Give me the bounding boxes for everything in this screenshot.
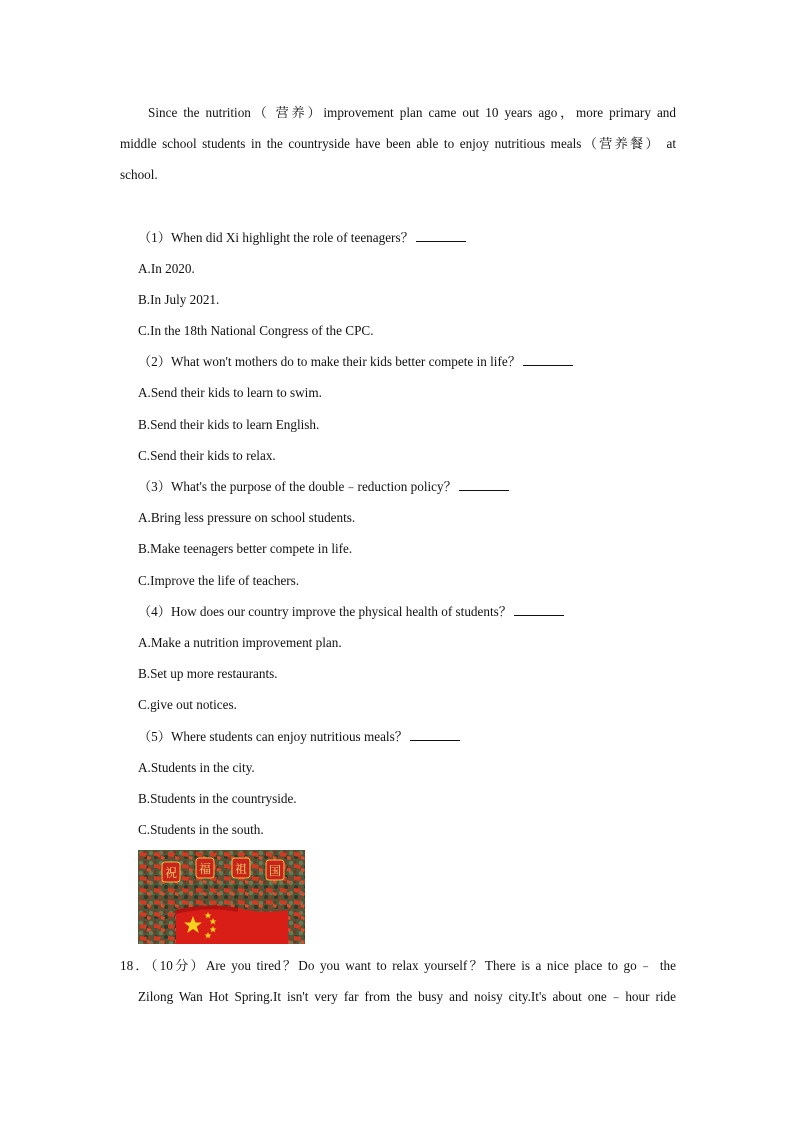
question-3-stem: （3）What's the purpose of the double﹣reduction policy？ xyxy=(138,479,457,494)
question-1-option-a: A.In 2020. xyxy=(138,261,195,276)
question-3-option-a: A.Bring less pressure on school students. xyxy=(138,510,356,525)
lantern-char-2: 福 xyxy=(198,862,212,876)
question-4 xyxy=(138,603,564,621)
question-4-option-a: A.Make a nutrition improvement plan. xyxy=(138,635,342,650)
question-2-option-a: A.Send their kids to learn to swim. xyxy=(138,385,322,400)
question-5-stem: （5）Where students can enjoy nutritious meals？ xyxy=(138,729,408,744)
question-3-option-c: C.Improve the life of teachers. xyxy=(138,573,300,588)
celebration-photo xyxy=(138,850,305,944)
question-5-option-a: A.Students in the city. xyxy=(138,760,255,775)
question-1-option-c: C.In the 18th National Congress of the CPC. xyxy=(138,323,374,338)
question-1-stem: （1）When did Xi highlight the role of teenagers？ xyxy=(138,230,414,245)
passage-line-3: school. xyxy=(120,167,158,182)
celebration-photo-illustration xyxy=(138,850,305,944)
lantern-char-3: 祖 xyxy=(234,862,248,876)
question-3-option-b: B.Make teenagers better compete in life. xyxy=(138,541,353,556)
lantern-char-4: 国 xyxy=(268,864,282,878)
question-1-option-b: B.In July 2021. xyxy=(138,292,220,307)
question-2-option-c: C.Send their kids to relax. xyxy=(138,448,276,463)
question-5-option-b: B.Students in the countryside. xyxy=(138,791,297,806)
answer-blank-1 xyxy=(416,229,466,242)
answer-blank-4 xyxy=(514,603,564,616)
answer-blank-2 xyxy=(523,353,573,366)
question-18-line-2: Zilong Wan Hot Spring.It isn't very far from the busy and noisy city.It's about one﹣hour ride xyxy=(138,989,676,1004)
question-2-stem: （2）What won't mothers do to make their kids better compete in life？ xyxy=(138,354,521,369)
question-2-option-b: B.Send their kids to learn English. xyxy=(138,417,320,432)
question-4-stem: （4）How does our country improve the physical health of students？ xyxy=(138,604,512,619)
question-4-option-c: C.give out notices. xyxy=(138,697,237,712)
question-18-line-1: 18．（10分）Are you tired？Do you want to relax yourself？There is a nice place to go﹣ the xyxy=(120,958,676,973)
question-5-option-c: C.Students in the south. xyxy=(138,822,264,837)
passage-line-2: middle school students in the countryside have been able to enjoy nutritious meals（营养餐） at xyxy=(120,136,676,151)
answer-blank-3 xyxy=(459,478,509,491)
passage-line-1: Since the nutrition（ 营养）improvement plan came out 10 years ago，more primary and xyxy=(148,105,676,120)
lantern-char-1: 祝 xyxy=(164,866,178,880)
question-1 xyxy=(138,229,466,247)
answer-blank-5 xyxy=(410,728,460,741)
question-3 xyxy=(138,478,509,496)
question-5 xyxy=(138,728,460,746)
question-4-option-b: B.Set up more restaurants. xyxy=(138,666,278,681)
question-2 xyxy=(138,353,573,371)
